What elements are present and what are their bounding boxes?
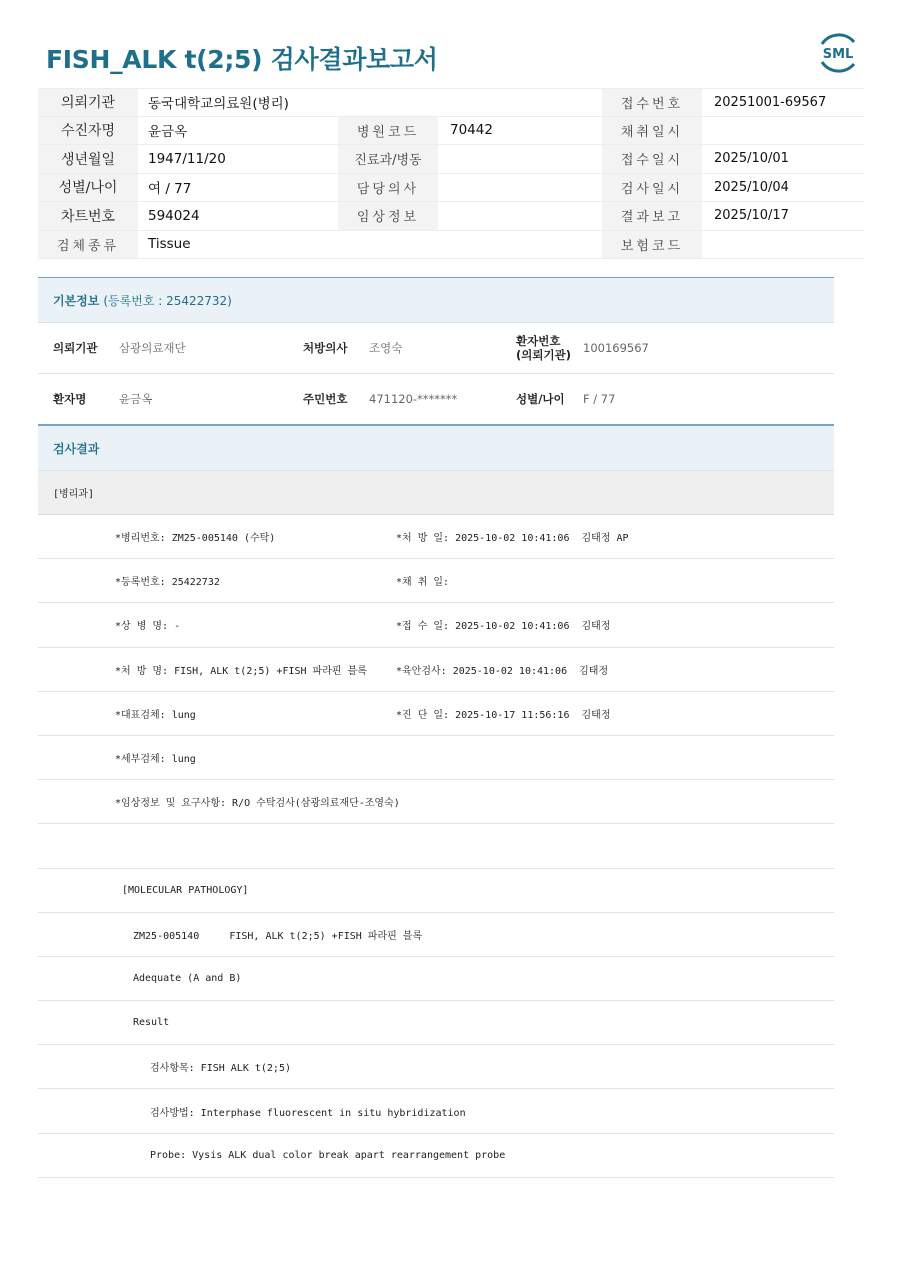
- header-label: 생년월일: [38, 145, 138, 173]
- result-text: *진 단 일: 2025-10-17 11:56:16 김태정: [396, 709, 611, 721]
- header-row: [38, 145, 864, 174]
- basic-info-section: [38, 277, 834, 425]
- header-value: 2025/10/17: [714, 208, 789, 224]
- header-label: [338, 231, 438, 259]
- result-text: *육안검사: 2025-10-02 10:41:06 김태정: [396, 665, 609, 677]
- dept-label: [병리과]: [38, 471, 834, 515]
- header-label: 의뢰기관: [38, 89, 138, 116]
- molecular-text: 검사항목: FISH ALK t(2;5): [150, 1063, 291, 1075]
- header-value: Tissue: [148, 236, 191, 253]
- header-value: [450, 145, 600, 173]
- header-label: 병원코드: [338, 117, 438, 145]
- result-line: [38, 692, 834, 736]
- field-label-line: (의뢰기관): [516, 348, 571, 362]
- molecular-line: [38, 1089, 834, 1133]
- field-value: 삼광의료재단: [119, 341, 186, 355]
- header-label: 수진자명: [38, 117, 138, 145]
- header-value: 594024: [148, 207, 200, 224]
- sml-logo: [814, 30, 862, 76]
- molecular-text: Adequate (A and B): [133, 972, 242, 984]
- basic-info-header: [38, 277, 834, 323]
- result-text: *상 병 명: -: [115, 621, 181, 633]
- molecular-text: 검사방법: Interphase fluorescent in situ hybridization: [150, 1107, 466, 1119]
- header-label: 결과보고: [602, 202, 702, 230]
- result-text: *접 수 일: 2025-10-02 10:41:06 김태정: [396, 621, 611, 633]
- molecular-line: [38, 869, 834, 913]
- header-label: 채취일시: [602, 117, 702, 145]
- header-row: [38, 231, 864, 260]
- header-label: [338, 89, 438, 116]
- result-line: [38, 736, 834, 780]
- field-label: [516, 374, 565, 424]
- field-value: 조영숙: [369, 341, 403, 355]
- result-line: [38, 559, 834, 603]
- result-text: *처 방 일: 2025-10-02 10:41:06 김태정 AP: [396, 533, 629, 545]
- logo-text: SML: [822, 47, 854, 62]
- field-label: 처방의사: [303, 341, 348, 355]
- results-title: 검사결과: [53, 441, 100, 456]
- basic-info-row: [38, 323, 834, 374]
- result-text: *대표검체: lung: [115, 709, 196, 721]
- result-line: [38, 648, 834, 692]
- result-text: *채 취 일:: [396, 577, 450, 589]
- result-text: *병리번호: ZM25-005140 (수탁): [115, 533, 276, 545]
- header-label: 진료과/병동: [338, 145, 438, 173]
- molecular-line: [38, 1001, 834, 1045]
- basic-info-reg: (등록번호 : 25422732): [103, 293, 232, 308]
- header-row: [38, 202, 864, 231]
- result-text: *세부검체: lung: [115, 754, 196, 766]
- molecular-text: [MOLECULAR PATHOLOGY]: [122, 884, 249, 896]
- header-value: 2025/10/01: [714, 151, 789, 167]
- header-value: [450, 231, 600, 259]
- result-line: [38, 603, 834, 647]
- header-label: 담당의사: [338, 174, 438, 202]
- header-value: 1947/11/20: [148, 150, 226, 167]
- header-value: 70442: [450, 122, 493, 139]
- field-label: 의뢰기관: [53, 341, 98, 355]
- field-value: 100169567: [583, 341, 649, 355]
- header-value: [450, 202, 600, 230]
- molecular-line: [38, 1134, 834, 1178]
- header-label: 검체종류: [38, 231, 138, 259]
- header-label: 성별/나이: [38, 174, 138, 202]
- result-text: *처 방 명: FISH, ALK t(2;5) +FISH 파라핀 블록: [115, 665, 367, 677]
- header-value: 20251001-69567: [714, 94, 827, 110]
- results-section: [38, 425, 834, 1178]
- result-text: *등록번호: 25422732: [115, 577, 220, 589]
- header-row: [38, 117, 864, 146]
- molecular-text: Result: [133, 1017, 170, 1029]
- field-label: 환자명: [53, 392, 87, 406]
- molecular-line: [38, 913, 834, 957]
- result-line: [38, 515, 834, 559]
- header-value: 동국대학교의료원(병리): [148, 96, 289, 113]
- header-value: [450, 89, 600, 116]
- molecular-line: [38, 1045, 834, 1089]
- basic-info-row: [38, 374, 834, 425]
- header-value: [714, 117, 864, 145]
- header-label: 차트번호: [38, 202, 138, 230]
- header-row: [38, 174, 864, 203]
- report-title: FISH_ALK t(2;5) 검사결과보고서: [46, 45, 438, 74]
- header-value: 여 / 77: [148, 181, 192, 198]
- header-value: [450, 174, 600, 202]
- molecular-text: Probe: Vysis ALK dual color break apart rearrangement probe: [150, 1149, 506, 1161]
- header-info-table: [38, 88, 864, 259]
- header-label: 접수번호: [602, 89, 702, 116]
- field-value: F / 77: [583, 392, 616, 406]
- header-value: 윤금옥: [148, 124, 188, 141]
- result-line: [38, 824, 834, 868]
- results-header: [38, 425, 834, 471]
- result-text: *임상정보 및 요구사항: R/O 수탁검사(삼광의료재단-조영숙): [115, 798, 400, 810]
- molecular-line: [38, 957, 834, 1001]
- header-label: 검사일시: [602, 174, 702, 202]
- field-label: [516, 323, 571, 373]
- basic-info-title: 기본정보: [53, 293, 100, 308]
- header-label: 보험코드: [602, 231, 702, 259]
- field-label-line: 성별/나이: [516, 392, 565, 406]
- header-value: [714, 231, 864, 259]
- header-label: 접수일시: [602, 145, 702, 173]
- field-label-line: 환자번호: [516, 334, 561, 348]
- header-value: 2025/10/04: [714, 179, 789, 195]
- result-line: [38, 780, 834, 824]
- header-row: [38, 88, 864, 117]
- molecular-text: ZM25-005140 FISH, ALK t(2;5) +FISH 파라핀 블록: [133, 930, 423, 942]
- field-value: 471120-*******: [369, 392, 458, 406]
- field-value: 윤금옥: [119, 392, 153, 406]
- field-label: 주민번호: [303, 392, 348, 406]
- header-label: 임상정보: [338, 202, 438, 230]
